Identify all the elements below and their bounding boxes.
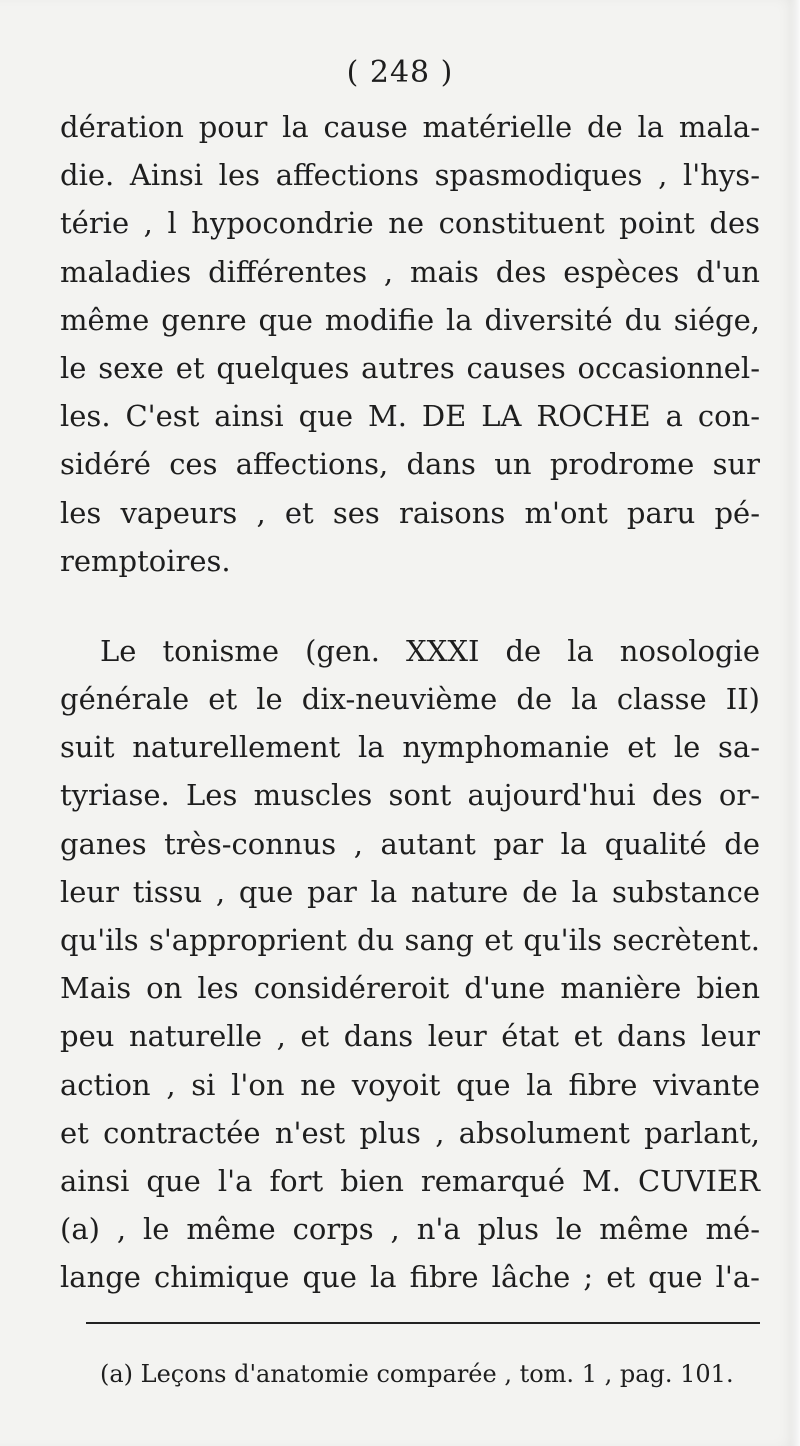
text-line: les. C'est ainsi que M. DE LA ROCHE a con- [60, 399, 760, 434]
text-line: ganes très-connus , autant par la qualité de [60, 826, 760, 861]
text-line: action , si l'on ne voyoit que la fibre vivante [60, 1067, 760, 1102]
text-line: et contractée n'est plus , absolument parlant, [60, 1115, 760, 1150]
text-line: ainsi que l'a fort bien remarqué M. CUVIER [60, 1163, 760, 1198]
text-line: leur tissu , que par la nature de la substance [60, 874, 760, 909]
text-line: les vapeurs , et ses raisons m'ont paru pé- [60, 495, 760, 530]
text-line: Le tonisme (gen. XXXI de la nosologie [100, 633, 760, 668]
page-number: ( 248 ) [346, 55, 454, 90]
text-line: die. Ainsi les affections spasmodiques , l'hys- [60, 158, 760, 193]
text-line: sidéré ces affections, dans un prodrome sur [60, 447, 760, 482]
text-line: remptoires. [60, 543, 231, 578]
text-line: (a) , le même corps , n'a plus le même mé- [60, 1212, 760, 1247]
footnote-rule [86, 1322, 760, 1324]
footnote: (a) Leçons d'anatomie comparée , tom. 1 , pag. 101. [100, 1360, 734, 1388]
text-line: dération pour la cause matérielle de la mala- [60, 110, 760, 144]
text-line: même genre que modifie la diversité du siége, [60, 302, 760, 337]
text-line: térie , l hypocondrie ne constituent point des [60, 206, 760, 241]
text-line: suit naturellement la nymphomanie et le sa- [60, 730, 760, 765]
text-line: lange chimique que la fibre lâche ; et que l'a- [60, 1260, 760, 1295]
text-line: tyriase. Les muscles sont aujourd'hui des or- [60, 778, 760, 813]
text-line: qu'ils s'approprient du sang et qu'ils secrètent. [60, 923, 760, 957]
body-text [60, 103, 760, 1302]
text-line: générale et le dix-neuvième de la classe II) [60, 682, 760, 717]
text-line: Mais on les considéreroit d'une manière bien [60, 971, 760, 1006]
text-line: peu naturelle , et dans leur état et dans leur [60, 1019, 760, 1054]
text-line: le sexe et quelques autres causes occasionnel- [60, 350, 760, 385]
text-line: maladies différentes , mais des espèces d'un [60, 254, 760, 289]
paragraph-gap [60, 585, 760, 627]
